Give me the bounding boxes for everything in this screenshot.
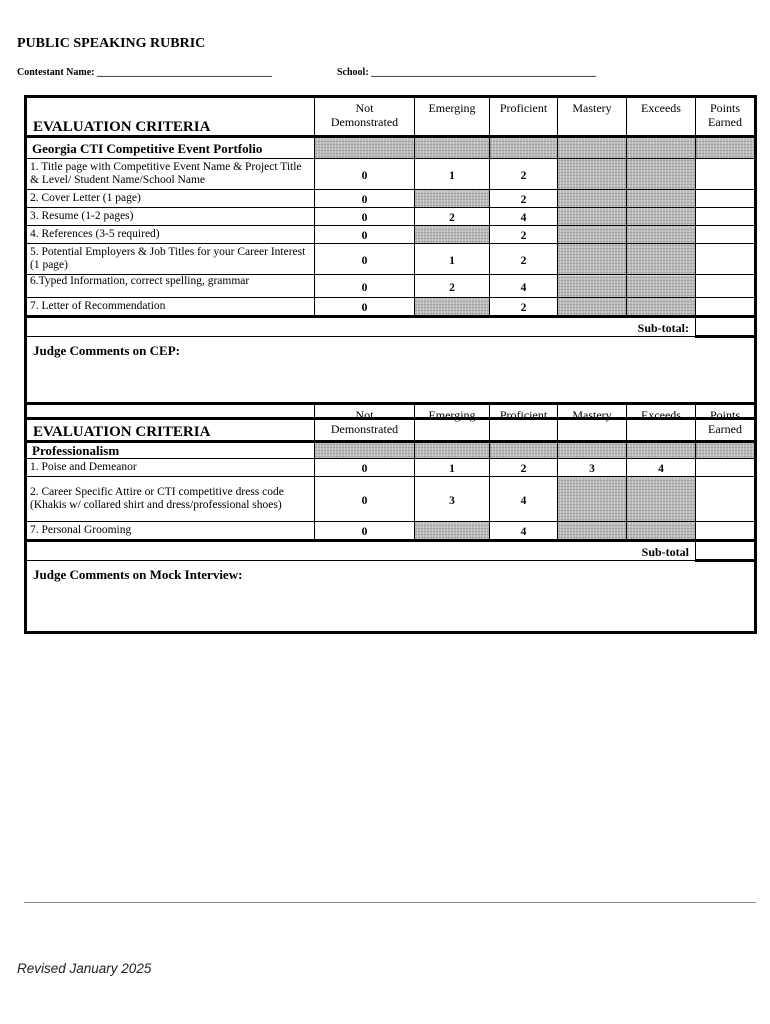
score-proficient: 2 [490, 190, 558, 208]
score-emerging: 2 [415, 208, 490, 226]
score-proficient: 2 [490, 298, 558, 317]
score-emerging: 1 [415, 459, 490, 477]
table-row [26, 190, 756, 208]
comments-label: Judge Comments on CEP: [33, 343, 180, 358]
score-proficient: 4 [490, 208, 558, 226]
score-not-demonstrated: 0 [315, 159, 415, 190]
table-row [26, 298, 756, 317]
points-earned-cell[interactable] [696, 522, 756, 541]
subtotal-label: Sub-total [26, 541, 696, 561]
criterion-label: 7. Letter of Recommendation [26, 298, 315, 317]
contestant-name-field[interactable]: Contestant Name: ___________________________________ [17, 67, 272, 78]
subtotal-input[interactable] [696, 541, 756, 561]
table-row [26, 159, 756, 190]
points-earned-cell[interactable] [696, 477, 756, 522]
points-earned-cell[interactable] [696, 298, 756, 317]
points-earned-cell[interactable] [696, 244, 756, 275]
col-mastery: Mastery [558, 97, 627, 137]
criterion-label: 4. References (3-5 required) [26, 226, 315, 244]
criterion-label: 7. Personal Grooming [26, 522, 315, 541]
col-proficient: Proficient [490, 404, 558, 442]
score-not-demonstrated: 0 [315, 226, 415, 244]
table-row [26, 477, 756, 522]
col-exceeds: Exceeds [627, 97, 696, 137]
col-emerging: Emerging [415, 97, 490, 137]
subtotal-label: Sub-total: [26, 317, 696, 337]
criteria-heading: EVALUATION CRITERIA [26, 404, 315, 442]
score-proficient: 4 [490, 522, 558, 541]
criteria-heading: EVALUATION CRITERIA [26, 97, 315, 137]
score-not-demonstrated: 0 [315, 208, 415, 226]
col-not-demonstrated: Not Demonstrated [315, 97, 415, 137]
table-row [26, 208, 756, 226]
judge-comments-mock-interview[interactable] [26, 561, 756, 633]
score-exceeds: 4 [627, 459, 696, 477]
interview-rubric-table [24, 402, 757, 634]
criterion-label: 6.Typed Information, correct spelling, grammar [26, 275, 315, 298]
score-emerging: 2 [415, 275, 490, 298]
score-emerging: 1 [415, 244, 490, 275]
score-proficient: 2 [490, 244, 558, 275]
points-earned-cell[interactable] [696, 459, 756, 477]
score-not-demonstrated: 0 [315, 190, 415, 208]
score-not-demonstrated: 0 [315, 244, 415, 275]
col-exceeds: Exceeds [627, 404, 696, 442]
criterion-label: 1. Title page with Competitive Event Name & Project Title & Level/ Student Name/School Name [26, 159, 315, 190]
page-title: PUBLIC SPEAKING RUBRIC [17, 36, 206, 51]
section-title: Professionalism [26, 442, 315, 459]
score-proficient: 4 [490, 275, 558, 298]
criterion-label: 2. Cover Letter (1 page) [26, 190, 315, 208]
score-proficient: 2 [490, 459, 558, 477]
score-mastery: 3 [558, 459, 627, 477]
revised-date: Revised January 2025 [17, 961, 152, 976]
score-not-demonstrated: 0 [315, 477, 415, 522]
score-proficient: 4 [490, 477, 558, 522]
table-row [26, 459, 756, 477]
score-not-demonstrated: 0 [315, 275, 415, 298]
subtotal-input[interactable] [696, 317, 756, 337]
points-earned-cell[interactable] [696, 226, 756, 244]
table-row [26, 244, 756, 275]
points-earned-cell[interactable] [696, 190, 756, 208]
points-earned-cell[interactable] [696, 275, 756, 298]
points-earned-cell[interactable] [696, 208, 756, 226]
criterion-label: 3. Resume (1-2 pages) [26, 208, 315, 226]
table-row [26, 226, 756, 244]
criterion-label: 1. Poise and Demeanor [26, 459, 315, 477]
col-not-demonstrated: Not Demonstrated [315, 404, 415, 442]
score-emerging: 1 [415, 159, 490, 190]
school-field[interactable]: School: _____________________________________________ [337, 67, 597, 78]
footer-divider [24, 902, 756, 903]
col-points-earned: Points Earned [696, 97, 756, 137]
col-emerging: Emerging [415, 404, 490, 442]
table-row [26, 522, 756, 541]
col-points-earned: Points Earned [696, 404, 756, 442]
score-emerging: 3 [415, 477, 490, 522]
section-title: Georgia CTI Competitive Event Portfolio [26, 137, 315, 159]
score-not-demonstrated: 0 [315, 298, 415, 317]
score-proficient: 2 [490, 159, 558, 190]
score-not-demonstrated: 0 [315, 459, 415, 477]
col-mastery: Mastery [558, 404, 627, 442]
table-row [26, 275, 756, 298]
score-proficient: 2 [490, 226, 558, 244]
col-proficient: Proficient [490, 97, 558, 137]
criterion-label: 2. Career Specific Attire or CTI competitive dress code (Khakis w/ collared shirt and dress/professional shoes) [26, 477, 315, 522]
comments-label: Judge Comments on Mock Interview: [33, 567, 243, 582]
cep-rubric-table [24, 95, 757, 420]
score-not-demonstrated: 0 [315, 522, 415, 541]
points-earned-cell[interactable] [696, 159, 756, 190]
criterion-label: 5. Potential Employers & Job Titles for your Career Interest (1 page) [26, 244, 315, 275]
